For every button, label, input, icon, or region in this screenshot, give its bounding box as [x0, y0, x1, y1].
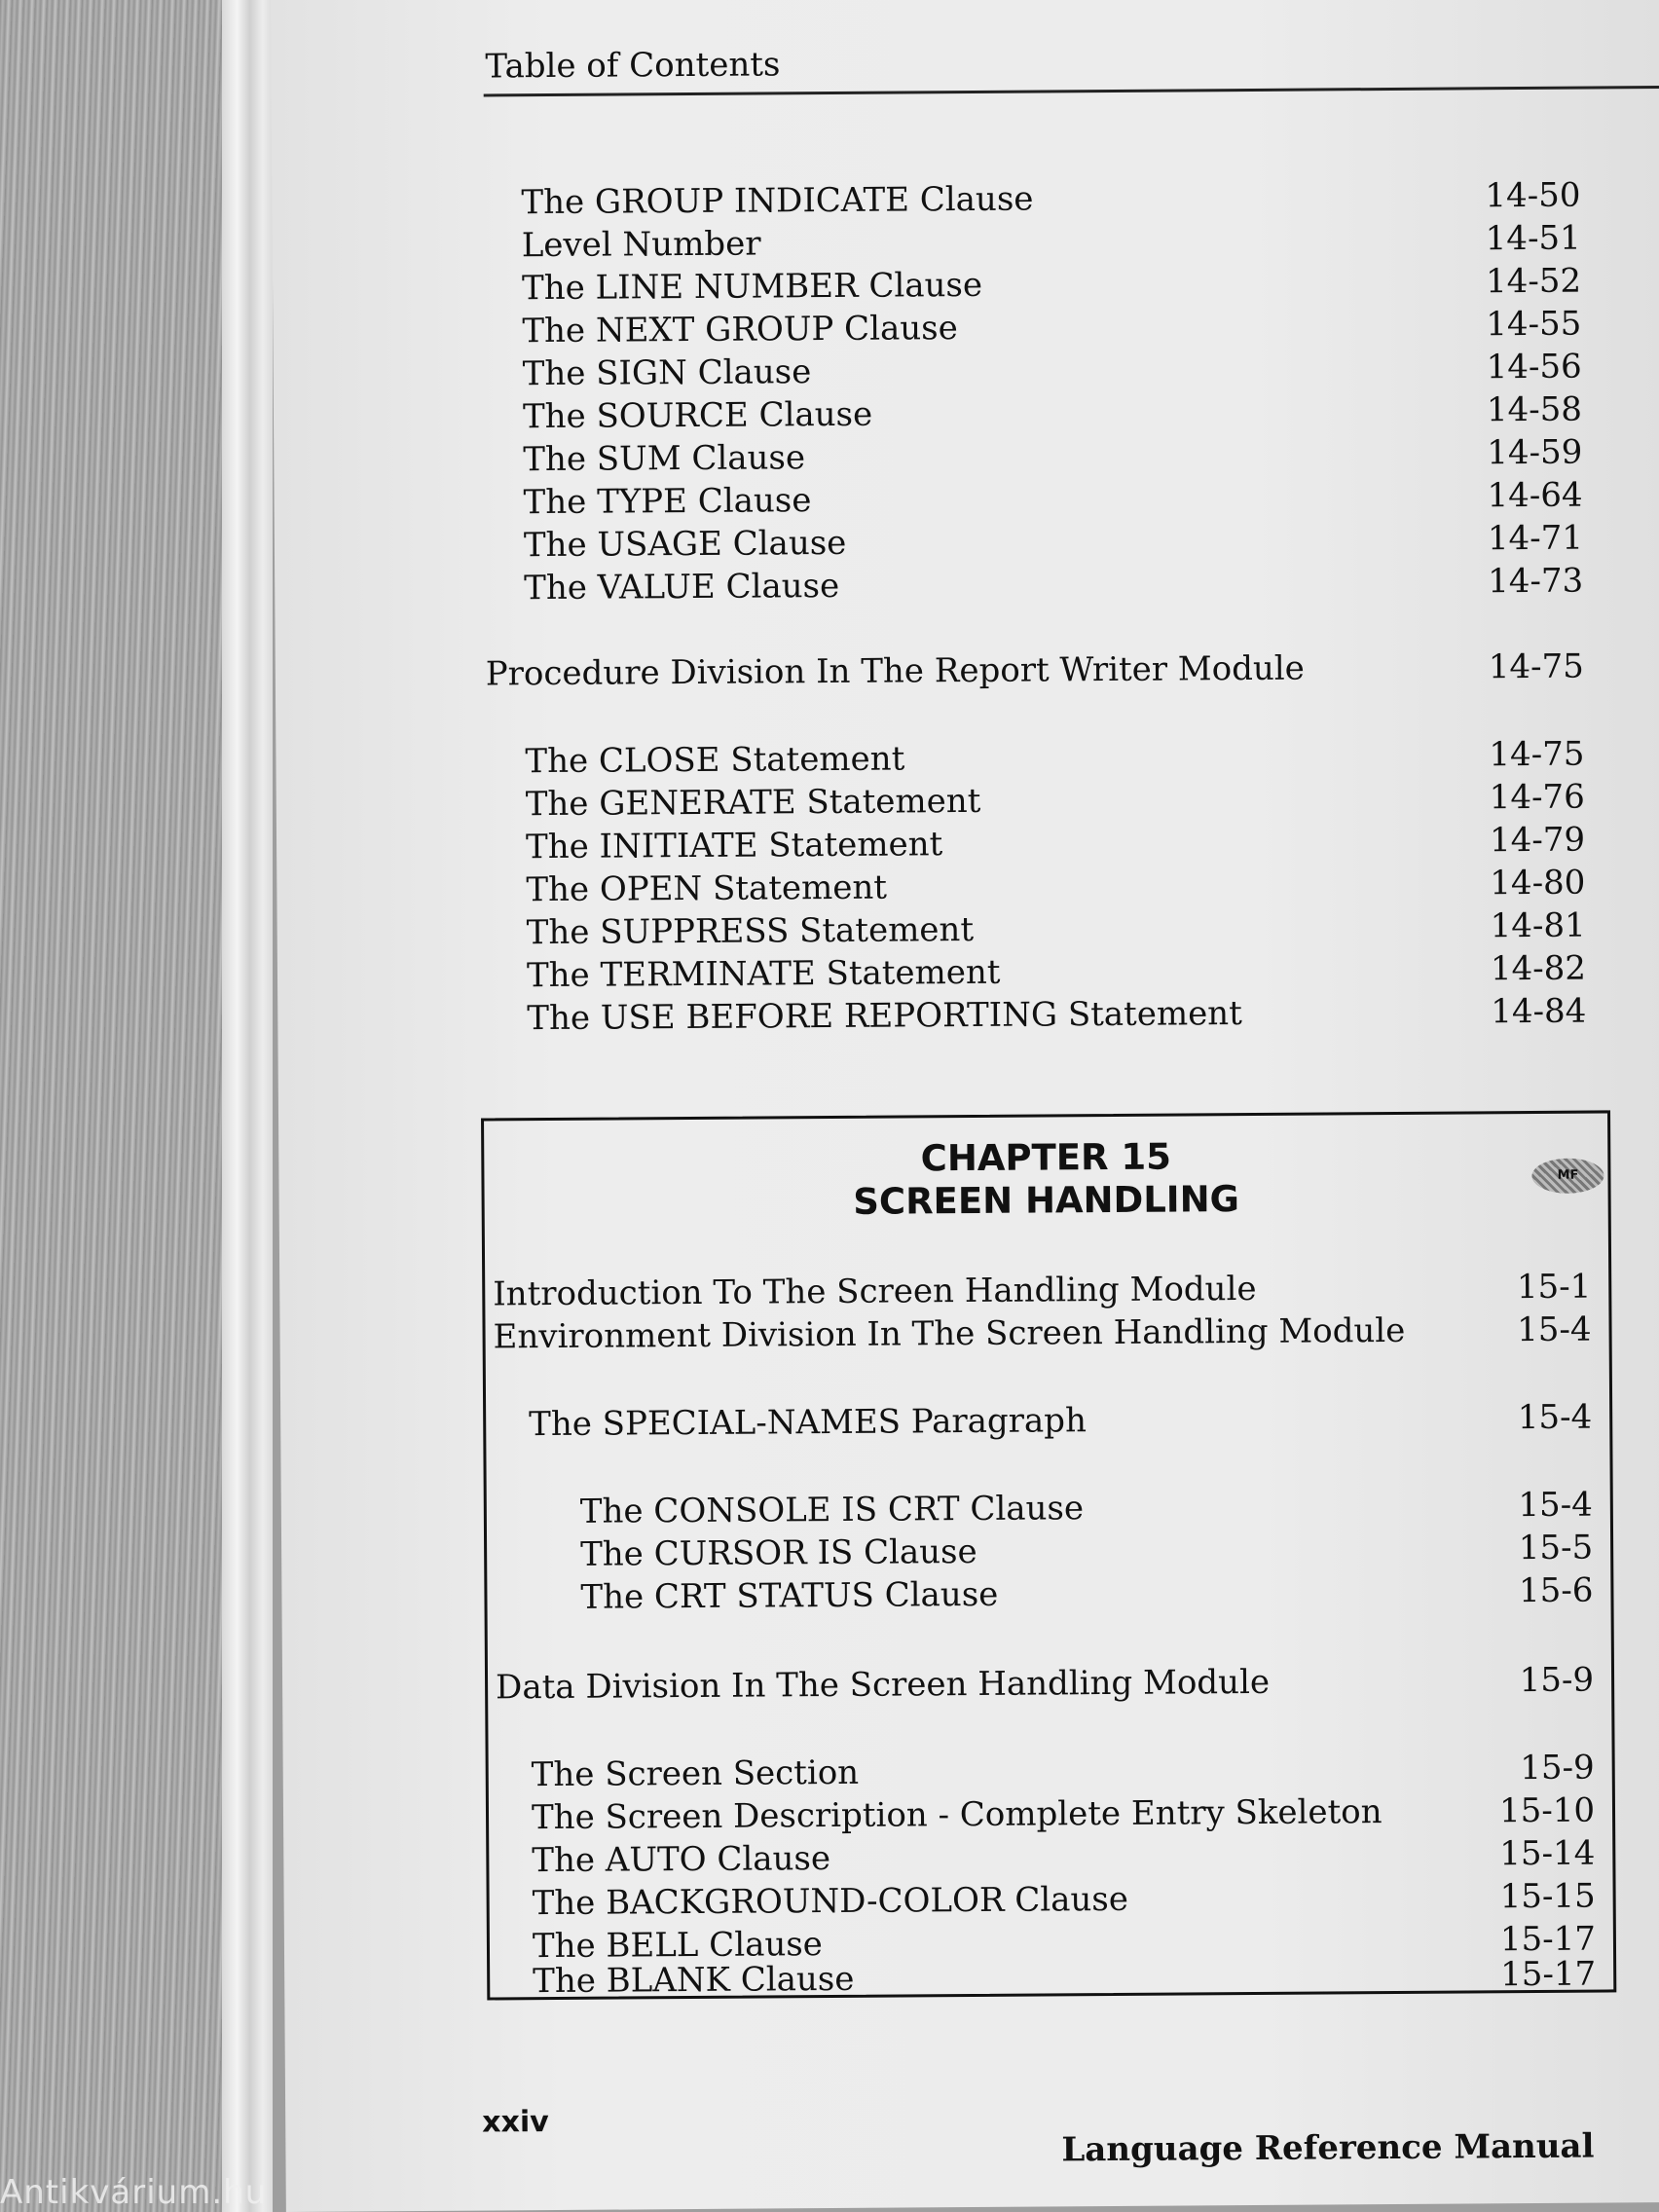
- page-number: xxiv: [482, 2105, 549, 2140]
- toc-entry-title: The VALUE Clause: [524, 566, 840, 608]
- toc-section-heading: [488, 1658, 1611, 1709]
- toc-entry-title: The SIGN Clause: [522, 352, 812, 394]
- mf-badge-icon: MF: [1531, 1158, 1604, 1194]
- toc-entry-title: The GENERATE Statement: [525, 781, 981, 825]
- toc-entry-page: 14-82: [1490, 948, 1587, 989]
- toc-entry-title: The CURSOR IS Clause: [580, 1531, 977, 1574]
- toc-entry-title: Introduction To The Screen Handling Module: [493, 1269, 1257, 1314]
- toc-entry-title: Environment Division In The Screen Handling Module: [493, 1310, 1406, 1357]
- toc-entry-page: 14-50: [1485, 175, 1581, 216]
- toc-entry-page: 15-15: [1499, 1876, 1596, 1917]
- toc-entry-page: 15-17: [1499, 1919, 1597, 1960]
- toc-entry: [487, 1568, 1610, 1619]
- chapter-title: SCREEN HANDLING: [853, 1178, 1240, 1223]
- toc-entry-page: 14-80: [1490, 863, 1586, 903]
- toc-section-heading: [485, 1308, 1608, 1358]
- toc-entry-page: 15-4: [1518, 1485, 1593, 1526]
- toc-entry-title: The GROUP INDICATE Clause: [521, 179, 1034, 223]
- toc-entry-title: The CLOSE Statement: [525, 739, 905, 782]
- toc-entry: [486, 1395, 1609, 1446]
- toc-entry-page: 14-64: [1487, 475, 1583, 516]
- toc-entry-page: 14-76: [1489, 777, 1585, 818]
- toc-entry-title: The NEXT GROUP Clause: [522, 309, 958, 351]
- toc-entry-title: The SOURCE Clause: [522, 394, 873, 437]
- toc-entry-title: Level Number: [521, 224, 761, 266]
- toc-entry-page: 15-5: [1518, 1528, 1594, 1568]
- toc-entry-page: 15-14: [1499, 1833, 1596, 1874]
- toc-entry-title: The TERMINATE Statement: [526, 952, 1001, 996]
- toc-entry-page: 15-1: [1516, 1267, 1592, 1308]
- toc-entry-title: The CRT STATUS Clause: [580, 1574, 999, 1617]
- background-surface: [0, 0, 243, 2212]
- toc-entry-title: The CONSOLE IS CRT Clause: [579, 1489, 1085, 1531]
- toc-entry: [490, 1952, 1613, 2003]
- toc-entry-title: The Screen Description - Complete Entry Skeleton: [531, 1792, 1382, 1838]
- toc-entry-page: 14-84: [1491, 991, 1587, 1032]
- toc-entry-page: 14-75: [1488, 646, 1584, 687]
- chapter-box: [481, 1110, 1616, 2000]
- chapter-number: CHAPTER 15: [920, 1135, 1172, 1180]
- toc-entry-title: The SUM Clause: [523, 438, 806, 480]
- toc-entry-title: The TYPE Clause: [523, 481, 812, 523]
- toc-entry-page: 15-10: [1498, 1790, 1596, 1831]
- toc-entry-title: The SPECIAL-NAMES Paragraph: [529, 1401, 1088, 1445]
- toc-entry-page: 14-56: [1486, 347, 1582, 387]
- toc-entry-page: 14-75: [1489, 734, 1585, 775]
- page-stack-edge: [222, 0, 273, 2212]
- toc-entry-title: The BACKGROUND-COLOR Clause: [532, 1879, 1129, 1924]
- manual-title: Language Reference Manual: [1061, 2126, 1595, 2170]
- toc-entry-page: 14-73: [1488, 561, 1584, 602]
- book-page: [271, 0, 1659, 2212]
- toc-entry-page: 15-4: [1517, 1309, 1592, 1350]
- watermark: Antikvárium.hu: [0, 2173, 268, 2212]
- toc-entry-page: 14-52: [1485, 261, 1582, 302]
- toc-entry-page: 15-4: [1517, 1397, 1593, 1438]
- toc-entry-title: The LINE NUMBER Clause: [521, 265, 983, 309]
- toc-entry-title: The USAGE Clause: [523, 523, 847, 566]
- toc-entry-title: Data Division In The Screen Handling Module: [495, 1662, 1271, 1708]
- toc-entry-title: The Screen Section: [531, 1752, 860, 1795]
- toc-entry-title: The USE BEFORE REPORTING Statement: [527, 994, 1242, 1039]
- toc-entry-title: The BLANK Clause: [533, 1959, 855, 2002]
- toc-entry-title: Procedure Division In The Report Writer Module: [485, 648, 1305, 694]
- running-header: Table of Contents: [485, 45, 781, 87]
- toc-entry-title: The INITIATE Statement: [525, 825, 943, 867]
- toc-entry: [275, 559, 1659, 611]
- toc-entry-page: 15-6: [1518, 1570, 1594, 1611]
- toc-entry-page: 14-81: [1490, 905, 1586, 946]
- toc-entry-page: 14-51: [1485, 218, 1581, 259]
- toc-entry-title: The OPEN Statement: [526, 867, 888, 910]
- toc-entry-title: The AUTO Clause: [532, 1839, 831, 1881]
- toc-entry-page: 14-55: [1486, 304, 1582, 345]
- header-rule: [484, 85, 1659, 97]
- toc-entry-page: 15-9: [1519, 1660, 1595, 1701]
- toc-entry-page: 15-9: [1520, 1748, 1595, 1788]
- toc-entry-page: 15-17: [1500, 1954, 1597, 1995]
- toc-entry-title: The BELL Clause: [532, 1925, 824, 1967]
- toc-entry-page: 14-59: [1487, 432, 1583, 473]
- toc-entry-page: 14-71: [1487, 518, 1584, 559]
- toc-section-heading: [276, 645, 1659, 697]
- toc-entry-page: 14-79: [1489, 820, 1586, 861]
- toc-entry-title: The SUPPRESS Statement: [526, 909, 975, 953]
- toc-entry-page: 14-58: [1486, 389, 1583, 430]
- toc-entry: [277, 989, 1659, 1042]
